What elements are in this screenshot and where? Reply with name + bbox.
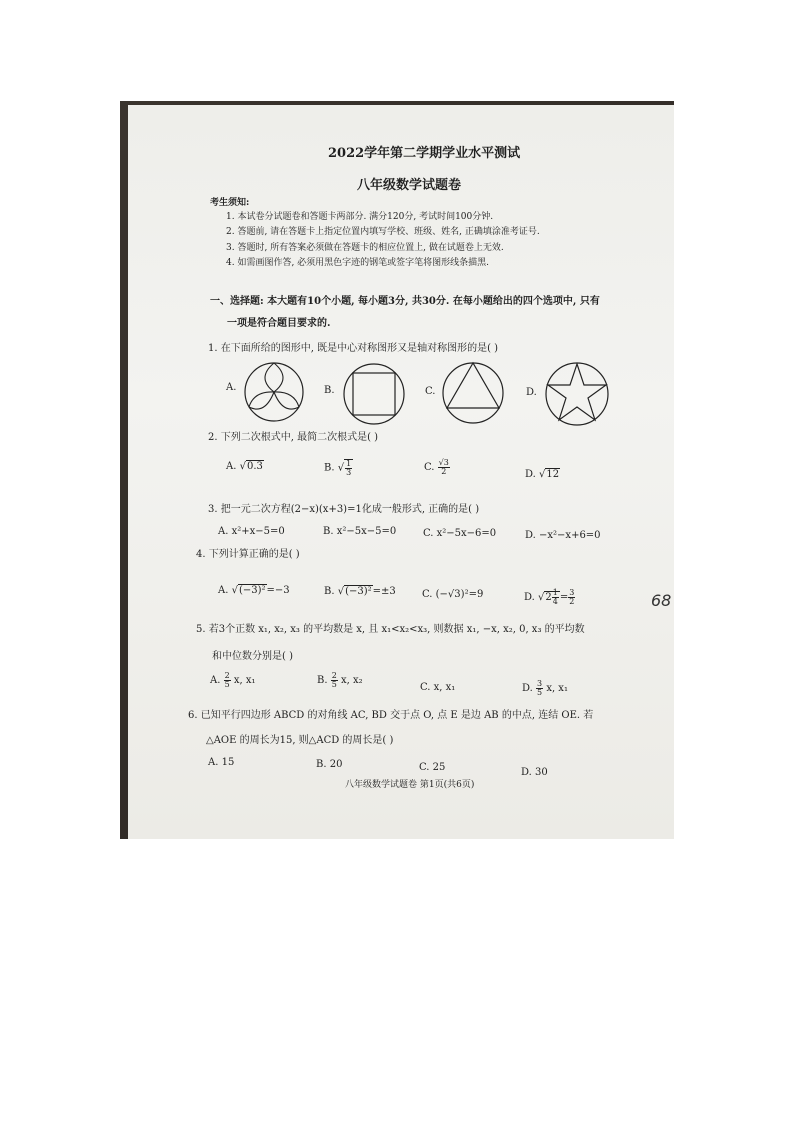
q4-option-d-radicand: 2 $\frac{1}{4}$	[545, 588, 558, 606]
q3-option-a: A. x²+x−5=0	[218, 526, 285, 537]
q5-option-b-tail: x, x₂	[341, 675, 363, 686]
q5-option-a-label: A.	[210, 675, 221, 686]
q1-figure-b	[342, 362, 406, 426]
q5-stem-cont: 和中位数分别是( )	[212, 651, 293, 662]
q1-stem: 1. 在下面所给的图形中, 既是中心对称图形又是轴对称图形的是( )	[208, 343, 499, 354]
q1-figure-d	[544, 361, 610, 427]
q5-option-c: C. x, x₁	[420, 682, 456, 693]
q3-option-c: C. x²−5x−6=0	[423, 528, 497, 539]
handwritten-score: 68	[651, 591, 672, 610]
q1-figure-a	[243, 361, 305, 423]
q4-option-a: A. √(−3)²=−3	[218, 585, 290, 596]
q1-figure-c	[441, 361, 505, 425]
page-footer: 八年级数学试题卷 第1页(共6页)	[345, 780, 475, 790]
q6-stem: 6. 已知平行四边形 ABCD 的对角线 AC, BD 交于点 O, 点 E 是边 AB 的中点, 连结 OE. 若	[188, 710, 594, 721]
q6-option-b: B. 20	[316, 759, 343, 770]
q6-stem-cont: △AOE 的周长为15, 则△ACD 的周长是( )	[206, 735, 394, 746]
q3-stem: 3. 把一元二次方程(2−x)(x+3)=1化成一般形式, 正确的是( )	[208, 504, 480, 515]
q2-option-b-label: B.	[324, 462, 335, 474]
q1-option-d-label: D.	[526, 387, 537, 398]
exam-paper	[128, 105, 674, 839]
q5-stem: 5. 若3个正数 x₁, x₂, x₃ 的平均数是 x, 且 x₁<x₂<x₃, 则数据 x₁, −x, x₂, 0, x₃ 的平均数	[196, 624, 585, 635]
q4-option-a-radicand: (−3)²	[238, 585, 266, 596]
q5-option-b: B. $\frac{2}{5}$ x, x₂	[317, 671, 363, 689]
q4-option-d-label: D.	[524, 592, 535, 603]
q4-option-d-rhs: $\frac{3}{2}$	[569, 588, 575, 606]
q4-option-b-rhs: =±3	[372, 586, 396, 597]
q2-option-a-radicand: 0.3	[246, 461, 263, 472]
q3-option-d: D. −x²−x+6=0	[525, 530, 601, 541]
q2-option-b: B. √ $\frac{1}{3}$	[324, 459, 352, 477]
q4-option-c: C. (−√3)²=9	[422, 589, 484, 600]
q2-stem: 2. 下列二次根式中, 最简二次根式是( )	[208, 432, 379, 443]
q4-option-b-radicand: (−3)²	[345, 586, 372, 597]
q5-option-d-tail: x, x₁	[546, 683, 568, 694]
notice-item: 4. 如需画图作答, 必须用黑色字迹的钢笔或签字笔将图形线条描黑.	[226, 258, 490, 268]
exam-subtitle: 八年级数学试题卷	[357, 178, 462, 193]
q6-option-c: C. 25	[419, 762, 446, 773]
q1-option-a-label: A.	[226, 382, 237, 393]
q2-option-c-label: C.	[424, 462, 435, 473]
notice-item: 3. 答题时, 所有答案必须做在答题卡的相应位置上, 做在试题卷上无效.	[226, 243, 504, 253]
q4-option-a-label: A.	[218, 585, 229, 596]
q2-option-d-radicand: 12	[546, 469, 560, 480]
q2-option-c	[424, 459, 450, 476]
q2-option-d: D. √12	[525, 469, 560, 480]
section-heading: 一、选择题: 本大题有10个小题, 每小题3分, 共30分. 在每小题给出的四个选项中, 只有	[210, 296, 600, 307]
q6-option-d: D. 30	[521, 767, 548, 778]
q3-option-b: B. x²−5x−5=0	[323, 526, 397, 537]
notice-item: 2. 答题前, 请在答题卡上指定位置内填写学校、班级、姓名, 正确填涂准考证号.	[226, 227, 540, 237]
q2-option-a: A. √0.3	[226, 461, 263, 472]
notice-item: 1. 本试卷分试题卷和答题卡两部分. 满分120分, 考试时间100分钟.	[226, 212, 494, 222]
q2-option-b-fraction: $\frac{1}{3}$	[346, 459, 352, 477]
exam-title: 2022学年第二学期学业水平测试	[328, 146, 521, 161]
q5-option-d: D. $\frac{3}{5}$ x, x₁	[522, 679, 568, 697]
q6-option-a: A. 15	[208, 757, 235, 768]
q4-option-a-rhs: =−3	[266, 585, 290, 596]
q5-option-a-tail: x, x₁	[233, 675, 256, 686]
section-heading-cont: 一项是符合题目要求的.	[227, 318, 331, 329]
q5-option-b-label: B.	[317, 675, 328, 686]
q5-option-d-label: D.	[522, 683, 533, 694]
notice-heading: 考生须知:	[210, 198, 250, 208]
q4-option-d: D. √2 $\frac{1}{4}$ = $\frac{3}{2}$	[524, 588, 575, 606]
q4-option-b: B. √(−3)²=±3	[324, 586, 396, 597]
q1-option-c-label: C.	[425, 386, 436, 397]
q2-option-a-label: A.	[226, 461, 237, 472]
q2-option-d-label: D.	[525, 469, 536, 480]
q2-option-c-fraction: $\frac{√3}{2}$	[438, 458, 449, 476]
exam-photo	[120, 101, 674, 839]
q4-option-b-label: B.	[324, 586, 335, 597]
q1-option-b-label: B.	[324, 385, 335, 396]
q5-option-a: A. $\frac{2}{5}$ x, x₁	[210, 671, 256, 689]
q4-stem: 4. 下列计算正确的是( )	[196, 549, 300, 560]
